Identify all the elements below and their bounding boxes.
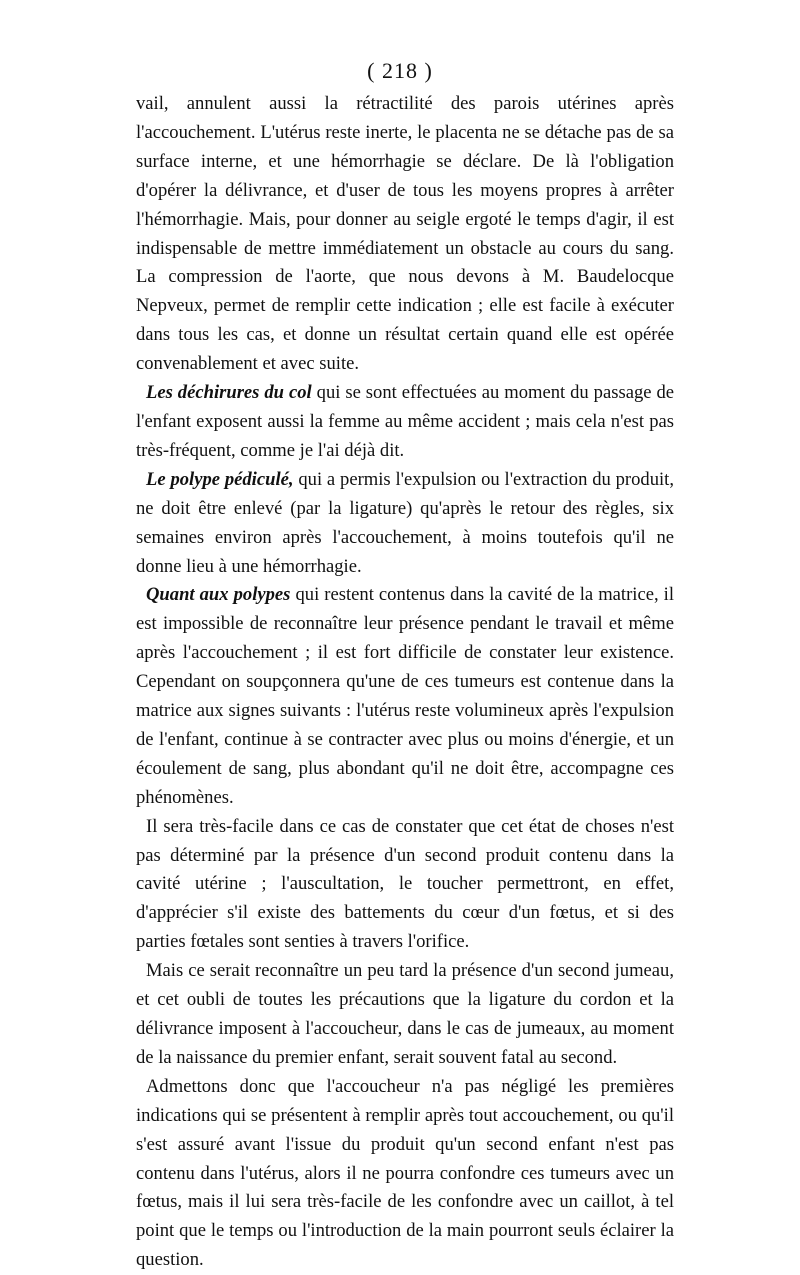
- paragraph-2-lead: Les déchirures du col: [146, 382, 312, 404]
- paragraph-7: [136, 1073, 674, 1275]
- paragraph-2: [136, 379, 674, 466]
- paragraph-4: [136, 581, 674, 812]
- paragraph-1-text: vail, annulent aussi la rétractilité des parois utérines après l'accouchement. L'utérus reste inerte, le placenta ne se détache pas de sa surface interne, et une hémorrhagie se déclare. De là l'obligation d'opérer la délivrance, et d'user de tous les moyens propres à arrêter l'hémorrhagie. Mais, pour donner au seigle ergoté le temps d'agir, il est indispensable de mettre immédiatement un obstacle au cours du sang. La compression de l'aorte, que nous devons à M. Baudelocque Nepveux, permet de remplir cette indication ; elle est facile à exécuter dans tous les cas, et donne un résultat certain quand elle est opérée convenablement et avec suite.: [136, 93, 674, 375]
- paragraph-4-lead: Quant aux polypes: [146, 584, 291, 606]
- paragraph-1: [136, 90, 674, 379]
- page-number: ( 218 ): [367, 58, 433, 83]
- paragraph-3-lead: Le polype pédiculé,: [146, 468, 294, 490]
- paragraph-3-text: qui a permis l'expulsion ou l'extraction du produit, ne doit être enlevé (par la ligature) qu'après le retour des règles, six semaines environ après l'accouchement, à moins toutefois qu'il ne donne lieu à une hémorrhagie.: [136, 468, 674, 577]
- body-text: [136, 90, 674, 1275]
- paragraph-6-text: Mais ce serait reconnaître un peu tard la présence d'un second jumeau, et cet oubli de toutes les précautions que la ligature du cordon et la délivrance imposent à l'accoucheur, dans le cas de jumeaux, au moment de la naissance du premier enfant, serait souvent fatal au second.: [136, 960, 674, 1068]
- paragraph-5: [136, 813, 674, 958]
- paragraph-6: [136, 957, 674, 1073]
- paragraph-2-text: qui se sont effectuées au moment du passage de l'enfant exposent aussi la femme au même accident ; mais cela n'est pas très-fréquent, comme je l'ai déjà dit.: [136, 382, 674, 461]
- paragraph-3: [136, 466, 674, 582]
- paragraph-5-text: Il sera très-facile dans ce cas de constater que cet état de choses n'est pas déterminé par la présence d'un second produit contenu dans la cavité utérine ; l'auscultation, le toucher permettront, en effet, d'apprécier s'il existe des battements du cœur d'un fœtus, et si des parties fœtales sont senties à travers l'orifice.: [136, 815, 674, 953]
- paragraph-7-text: Admettons donc que l'accoucheur n'a pas négligé les premières indications qui se présentent à remplir après tout accouchement, ou qu'il s'est assuré avant l'issue du produit qu'un second enfant n'est pas contenu dans l'utérus, alors il ne pourra confondre ces tumeurs avec un fœtus, mais il lui sera très-facile de les confondre avec un caillot, à tel point que le temps ou l'introduction de la main pourront seuls éclairer la question.: [136, 1075, 674, 1271]
- paragraph-4-text: qui restent contenus dans la cavité de la matrice, il est impossible de reconnaître leur présence pendant le travail et même après l'accouchement ; il est fort difficile de constater leur existence. Cependant on soupçonnera qu'une de ces tumeurs est contenue dans la matrice aux signes suivants : l'utérus reste volumineux après l'expulsion de l'enfant, continue à se contracter avec plus ou moins d'énergie, et un écoulement de sang, plus abondant qu'il ne doit être, accompagne ces phénomènes.: [136, 584, 674, 808]
